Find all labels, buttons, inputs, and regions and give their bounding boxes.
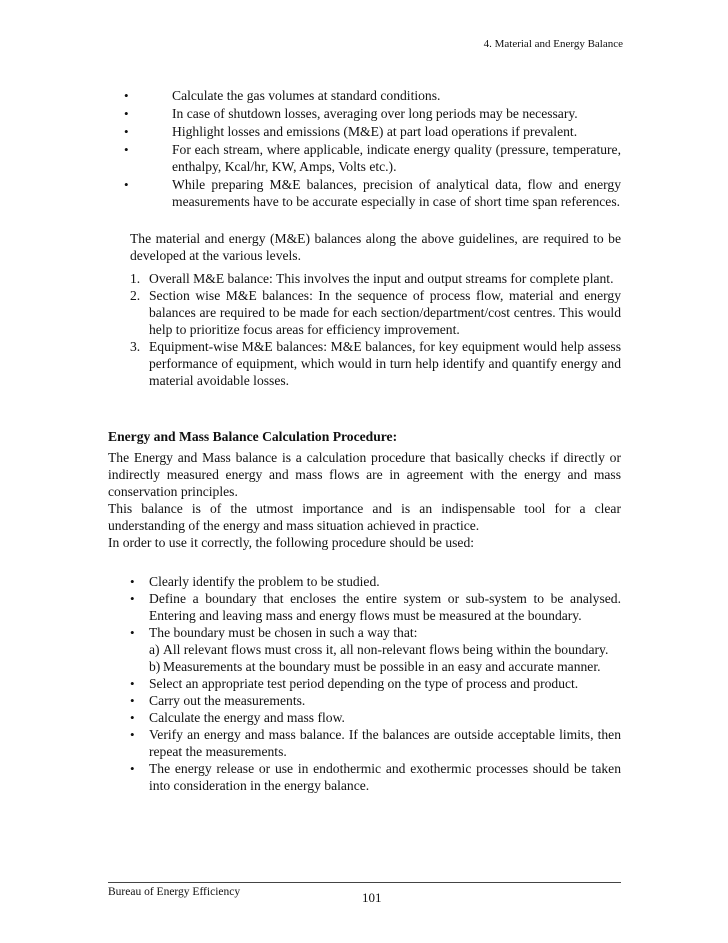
section-heading: Energy and Mass Balance Calculation Procedure:: [108, 429, 398, 444]
bullet-icon: •: [130, 591, 135, 606]
list-item: [130, 338, 621, 389]
bullet-icon: •: [124, 88, 129, 103]
list-item: [130, 726, 621, 760]
list-item: [124, 141, 621, 175]
list-item: [124, 123, 621, 140]
list-item-body: [149, 624, 621, 675]
list-item-text: Calculate the gas volumes at standard conditions.: [172, 88, 441, 103]
list-item-text: In case of shutdown losses, averaging over long periods may be necessary.: [172, 106, 578, 121]
list-item-text: Section wise M&E balances: In the sequence of process flow, material and energy balances are required to be made for each section/department/cost centres. This would help to prioritize focus areas for efficiency improvement.: [149, 288, 621, 337]
bullet-icon: •: [130, 727, 135, 742]
list-item-text: Overall M&E balance: This involves the input and output streams for complete plant.: [149, 271, 614, 286]
sub-item-letter: a): [149, 642, 160, 657]
list-number: 3.: [130, 339, 141, 354]
bullet-icon: •: [130, 761, 135, 776]
footer-divider: [108, 882, 621, 883]
bullet-icon: •: [124, 142, 129, 157]
section-body: [108, 449, 621, 551]
list-item-text: Select an appropriate test period depending on the type of process and product.: [149, 676, 579, 691]
list-item: [130, 270, 621, 287]
intro-paragraph: The material and energy (M&E) balances along the above guidelines, are required to be developed at the various levels.: [130, 231, 621, 263]
list-item-text: Carry out the measurements.: [149, 693, 306, 708]
list-number: 1.: [130, 271, 141, 286]
guidelines-bullet-list: [124, 87, 621, 211]
list-item-text: Highlight losses and emissions (M&E) at part load operations if prevalent.: [172, 124, 578, 139]
list-item: [130, 692, 621, 709]
list-item: [130, 709, 621, 726]
procedure-bullet-list: [130, 573, 621, 794]
page-number: 101: [362, 890, 382, 905]
bullet-icon: •: [130, 710, 135, 725]
list-item: [130, 287, 621, 338]
list-item: [130, 760, 621, 794]
list-item-text: Verify an energy and mass balance. If the balances are outside acceptable limits, then repeat the measurements.: [149, 727, 621, 759]
bullet-icon: •: [124, 106, 129, 121]
bullet-icon: •: [130, 676, 135, 691]
sub-item-letter: b): [149, 659, 161, 674]
sub-item-text: All relevant flows must cross it, all non-relevant flows being within the boundary.: [163, 642, 609, 657]
bullet-icon: •: [130, 625, 135, 640]
bullet-icon: •: [124, 124, 129, 139]
footer-organization: Bureau of Energy Efficiency: [108, 886, 241, 898]
list-item-text: While preparing M&E balances, precision of analytical data, flow and energy measurements have to be accurate especially in case of short time span references.: [172, 177, 621, 209]
list-item-text: Equipment-wise M&E balances: M&E balances, for key equipment would help assess performance of equipment, which would in turn help identify and quantify energy and material avoidable losses.: [149, 339, 621, 388]
list-number: 2.: [130, 288, 141, 303]
list-item-text: Define a boundary that encloses the entire system or sub-system to be analysed. Entering and leaving mass and energy flows must be measured at the boundary.: [149, 591, 621, 623]
bullet-icon: •: [130, 574, 135, 589]
list-item: [130, 624, 621, 675]
sub-item-text: Measurements at the boundary must be possible in an easy and accurate manner.: [163, 659, 601, 674]
body-paragraph: The Energy and Mass balance is a calculation procedure that basically checks if directly or indirectly measured energy and mass flows are in agreement with the energy and mass conservation principles.: [108, 450, 621, 499]
levels-numbered-list: [130, 270, 621, 389]
list-item: [124, 176, 621, 210]
list-item-text: For each stream, where applicable, indicate energy quality (pressure, temperature, enthalpy, Kcal/hr, KW, Amps, Volts etc.).: [172, 142, 621, 174]
list-item-text: The energy release or use in endothermic and exothermic processes should be taken into consideration in the energy balance.: [149, 761, 621, 793]
bullet-icon: •: [130, 693, 135, 708]
list-item: [124, 87, 621, 104]
list-item-text: Calculate the energy and mass flow.: [149, 710, 345, 725]
list-item: [130, 675, 621, 692]
running-header: 4. Material and Energy Balance: [483, 38, 623, 50]
list-item-text: Clearly identify the problem to be studied.: [149, 574, 380, 589]
sub-item: [149, 641, 621, 658]
list-item-text: The boundary must be chosen in such a way that:: [149, 625, 418, 640]
list-item: [124, 105, 621, 122]
body-paragraph: In order to use it correctly, the following procedure should be used:: [108, 535, 475, 550]
bullet-icon: •: [124, 177, 129, 192]
body-paragraph: This balance is of the utmost importance and is an indispensable tool for a clear understanding of the energy and mass situation achieved in practice.: [108, 501, 621, 533]
list-item: [130, 573, 621, 590]
list-item: [130, 590, 621, 624]
sub-item: [149, 658, 621, 675]
